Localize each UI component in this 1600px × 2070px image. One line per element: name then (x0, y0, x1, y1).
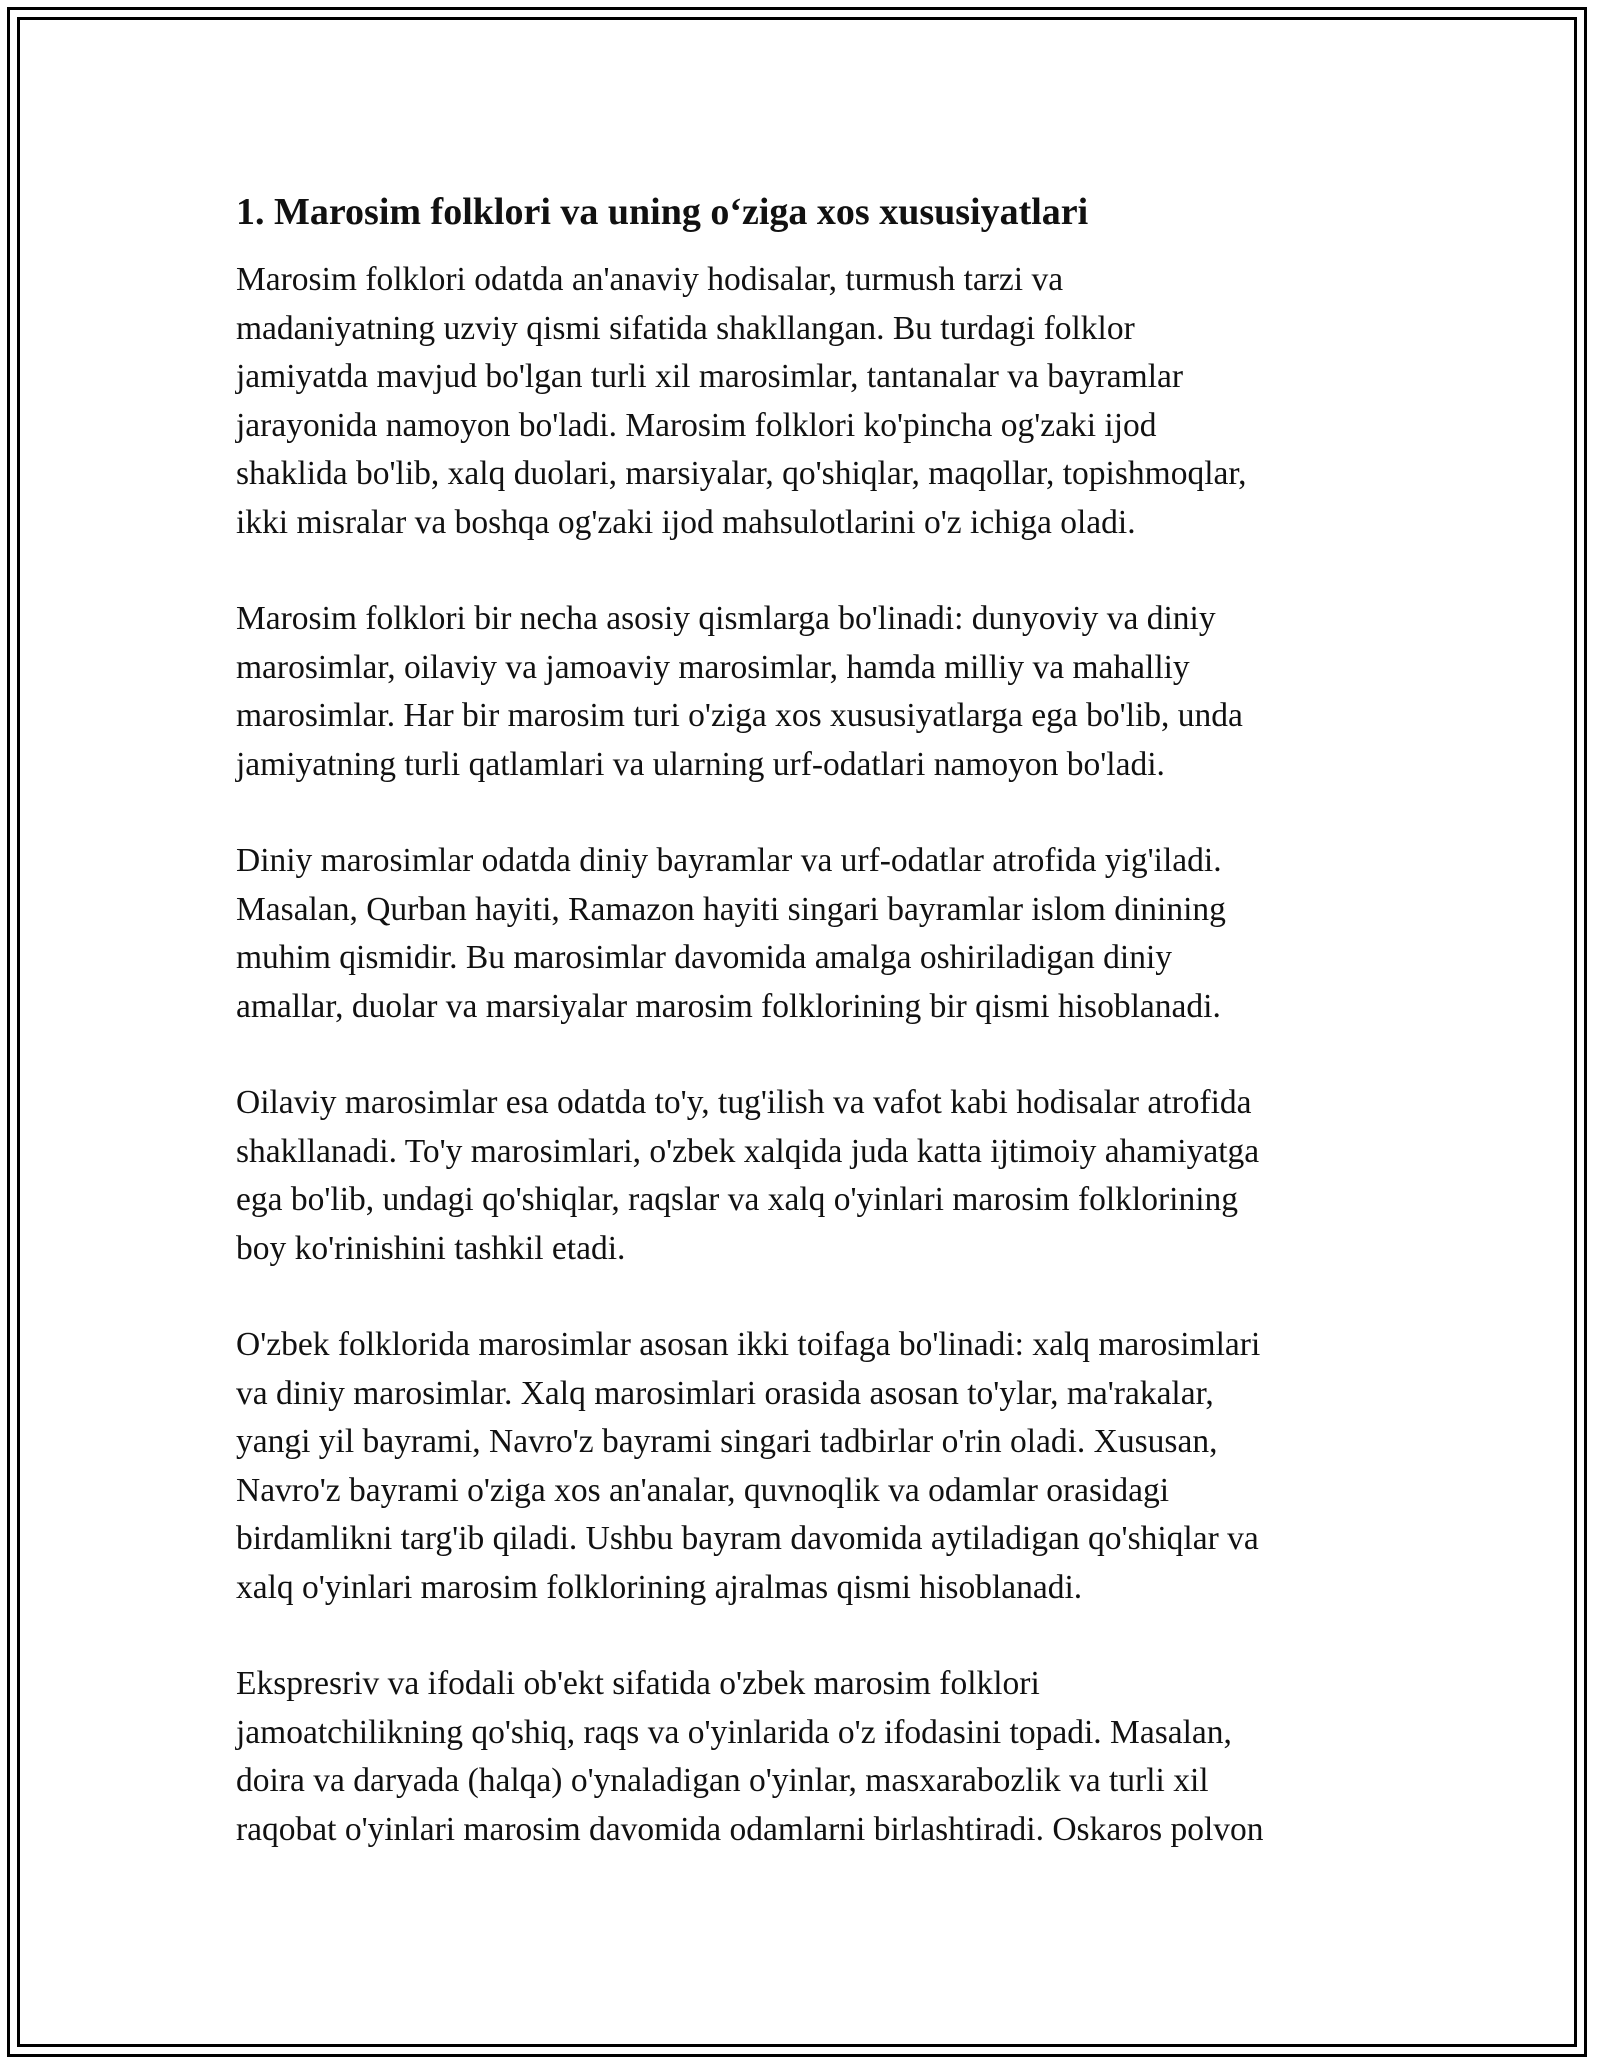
text-line: Diniy marosimlar odatda diniy bayramlar va urf-odatlar atrofida yig'iladi. (236, 842, 1222, 879)
text-line: ikki misralar va boshqa og'zaki ijod mahsulotlarini o'z ichiga oladi. (236, 503, 1136, 541)
text-line: boy ko'rinishini tashkil etadi. (236, 1229, 626, 1267)
document-body (236, 186, 1376, 1902)
paragraph-3 (236, 837, 1376, 1031)
text-line: birdamlikni targ'ib qiladi. Ushbu bayram davomida aytiladigan qo'shiqlar va (236, 1520, 1259, 1557)
text-line: raqobat o'yinlari marosim davomida odamlarni birlashtiradi. Oskaros polvon (236, 1810, 1264, 1848)
paragraph-4 (236, 1079, 1376, 1273)
text-line: muhim qismidir. Bu marosimlar davomida amalga oshiriladigan diniy (236, 939, 1173, 976)
paragraph-5 (236, 1321, 1376, 1612)
text-line: Ekspresriv va ifodali ob'ekt sifatida o'zbek marosim folklori (236, 1665, 1040, 1702)
text-line: shaklida bo'lib, xalq duolari, marsiyalar, qo'shiqlar, maqollar, topishmoqlar, (236, 455, 1247, 492)
text-line: shakllanadi. To'y marosimlari, o'zbek xalqida juda katta ijtimoiy ahamiyatga (236, 1132, 1260, 1170)
text-line: jamiyatning turli qatlamlari va ularning urf-odatlari namoyon bo'ladi. (236, 745, 1165, 783)
text-line: yangi yil bayrami, Navro'z bayrami singari tadbirlar o'rin oladi. Xususan, (236, 1423, 1218, 1460)
text-line: Oilaviy marosimlar esa odatda to'y, tug'ilish va vafot kabi hodisalar atrofida (236, 1084, 1252, 1121)
text-line: marosimlar, oilaviy va jamoaviy marosimlar, hamda milliy va mahalliy (236, 648, 1190, 686)
section-heading: 1. Marosim folklori va uning o‘ziga xos xususiyatlari (236, 191, 1089, 233)
text-line: ega bo'lib, undagi qo'shiqlar, raqslar va xalq o'yinlari marosim folklorining (236, 1181, 1239, 1218)
text-line: xalq o'yinlari marosim folklorining ajralmas qismi hisoblanadi. (236, 1568, 1083, 1606)
text-line: jamiyatda mavjud bo'lgan turli xil marosimlar, tantanalar va bayramlar (236, 358, 1184, 395)
text-line: Marosim folklori odatda an'anaviy hodisalar, turmush tarzi va (236, 261, 1064, 298)
text-line: marosimlar. Har bir marosim turi o'ziga xos xususiyatlarga ega bo'lib, unda (236, 697, 1243, 734)
text-line: amallar, duolar va marsiyalar marosim folklorining bir qismi hisoblanadi. (236, 987, 1221, 1025)
paragraph-6 (236, 1660, 1376, 1854)
text-line: O'zbek folklorida marosimlar asosan ikki toifaga bo'linadi: xalq marosimlari (236, 1326, 1261, 1363)
text-line: jarayonida namoyon bo'ladi. Marosim folklori ko'pincha og'zaki ijod (236, 406, 1157, 444)
text-line: Navro'z bayrami o'ziga xos an'analar, quvnoqlik va odamlar orasidagi (236, 1471, 1170, 1509)
paragraph-1 (236, 256, 1376, 547)
text-line: doira va daryada (halqa) o'ynaladigan o'yinlar, masxarabozlik va turli xil (236, 1762, 1209, 1799)
text-line: madaniyatning uzviy qismi sifatida shakllangan. Bu turdagi folklor (236, 309, 1135, 347)
text-line: jamoatchilikning qo'shiq, raqs va o'yinlarida o'z ifodasini topadi. Masalan, (236, 1713, 1232, 1751)
text-line: Masalan, Qurban hayiti, Ramazon hayiti singari bayramlar islom dinining (236, 890, 1226, 928)
text-line: Marosim folklori bir necha asosiy qismlarga bo'linadi: dunyoviy va diniy (236, 600, 1216, 637)
paragraph-2 (236, 595, 1376, 789)
text-line: va diniy marosimlar. Xalq marosimlari orasida asosan to'ylar, ma'rakalar, (236, 1374, 1214, 1412)
